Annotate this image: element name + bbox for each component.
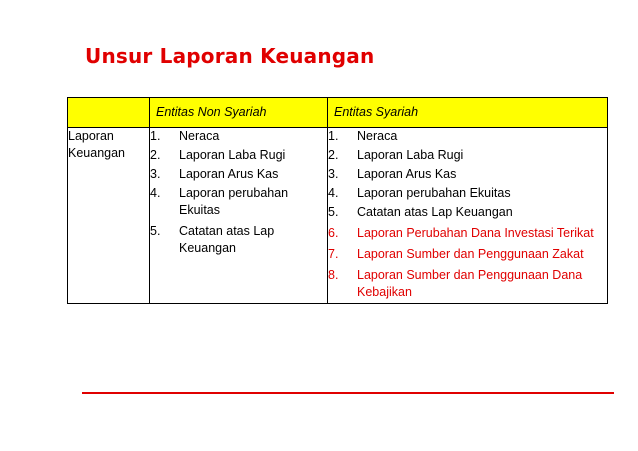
list-number: 1. [328,129,339,143]
list-text: Laporan Arus Kas [357,167,457,181]
list-number: 6. [328,226,339,240]
list-number: 3. [150,167,161,181]
list-item [150,185,327,219]
list-item [328,225,607,242]
header-non-syariah: Entitas Non Syariah [150,98,328,128]
list-text: Laporan Sumber dan Penggunaan Dana Kebajikan [357,268,583,299]
list-item [328,166,607,183]
list-text: Catatan atas Lap Keuangan [179,224,275,255]
list-number: 2. [150,148,161,162]
list-item [328,185,607,202]
header-syariah: Entitas Syariah [328,98,608,128]
financial-report-table [67,97,608,304]
list-item [150,166,327,183]
list-text: Neraca [357,129,398,143]
list-text: Catatan atas Lap Keuangan [357,205,513,219]
list-text: Laporan Perubahan Dana Investasi Terikat [357,226,594,240]
list-text: Neraca [179,129,220,143]
list-number: 7. [328,247,339,261]
list-item [150,223,327,257]
list-item [328,128,607,145]
list-number: 5. [150,224,161,238]
list-text: Laporan Arus Kas [179,167,279,181]
list-number: 4. [328,186,339,200]
list-text: Laporan perubahan Ekuitas [357,186,511,200]
list-item [328,204,607,221]
list-text: Laporan perubahan Ekuitas [179,186,289,217]
list-number: 4. [150,186,161,200]
list-number: 2. [328,148,339,162]
row-label-laporan-keuangan: Laporan Keuangan [68,128,150,304]
list-text: Laporan Sumber dan Penggunaan Zakat [357,247,584,261]
list-number: 3. [328,167,339,181]
slide-title: Unsur Laporan Keuangan [85,44,375,68]
bottom-divider-line [82,392,614,394]
header-empty-cell [68,98,150,128]
list-item [150,128,327,145]
list-number: 8. [328,268,339,282]
list-item [328,147,607,164]
table-row [68,128,608,304]
list-text: Laporan Laba Rugi [179,148,286,162]
list-number: 1. [150,129,161,143]
list-item [328,246,607,263]
non-syariah-list [150,128,328,304]
list-item [150,147,327,164]
table-header-row [68,98,608,128]
list-number: 5. [328,205,339,219]
list-item [328,267,607,301]
list-text: Laporan Laba Rugi [357,148,464,162]
syariah-list [328,128,608,304]
